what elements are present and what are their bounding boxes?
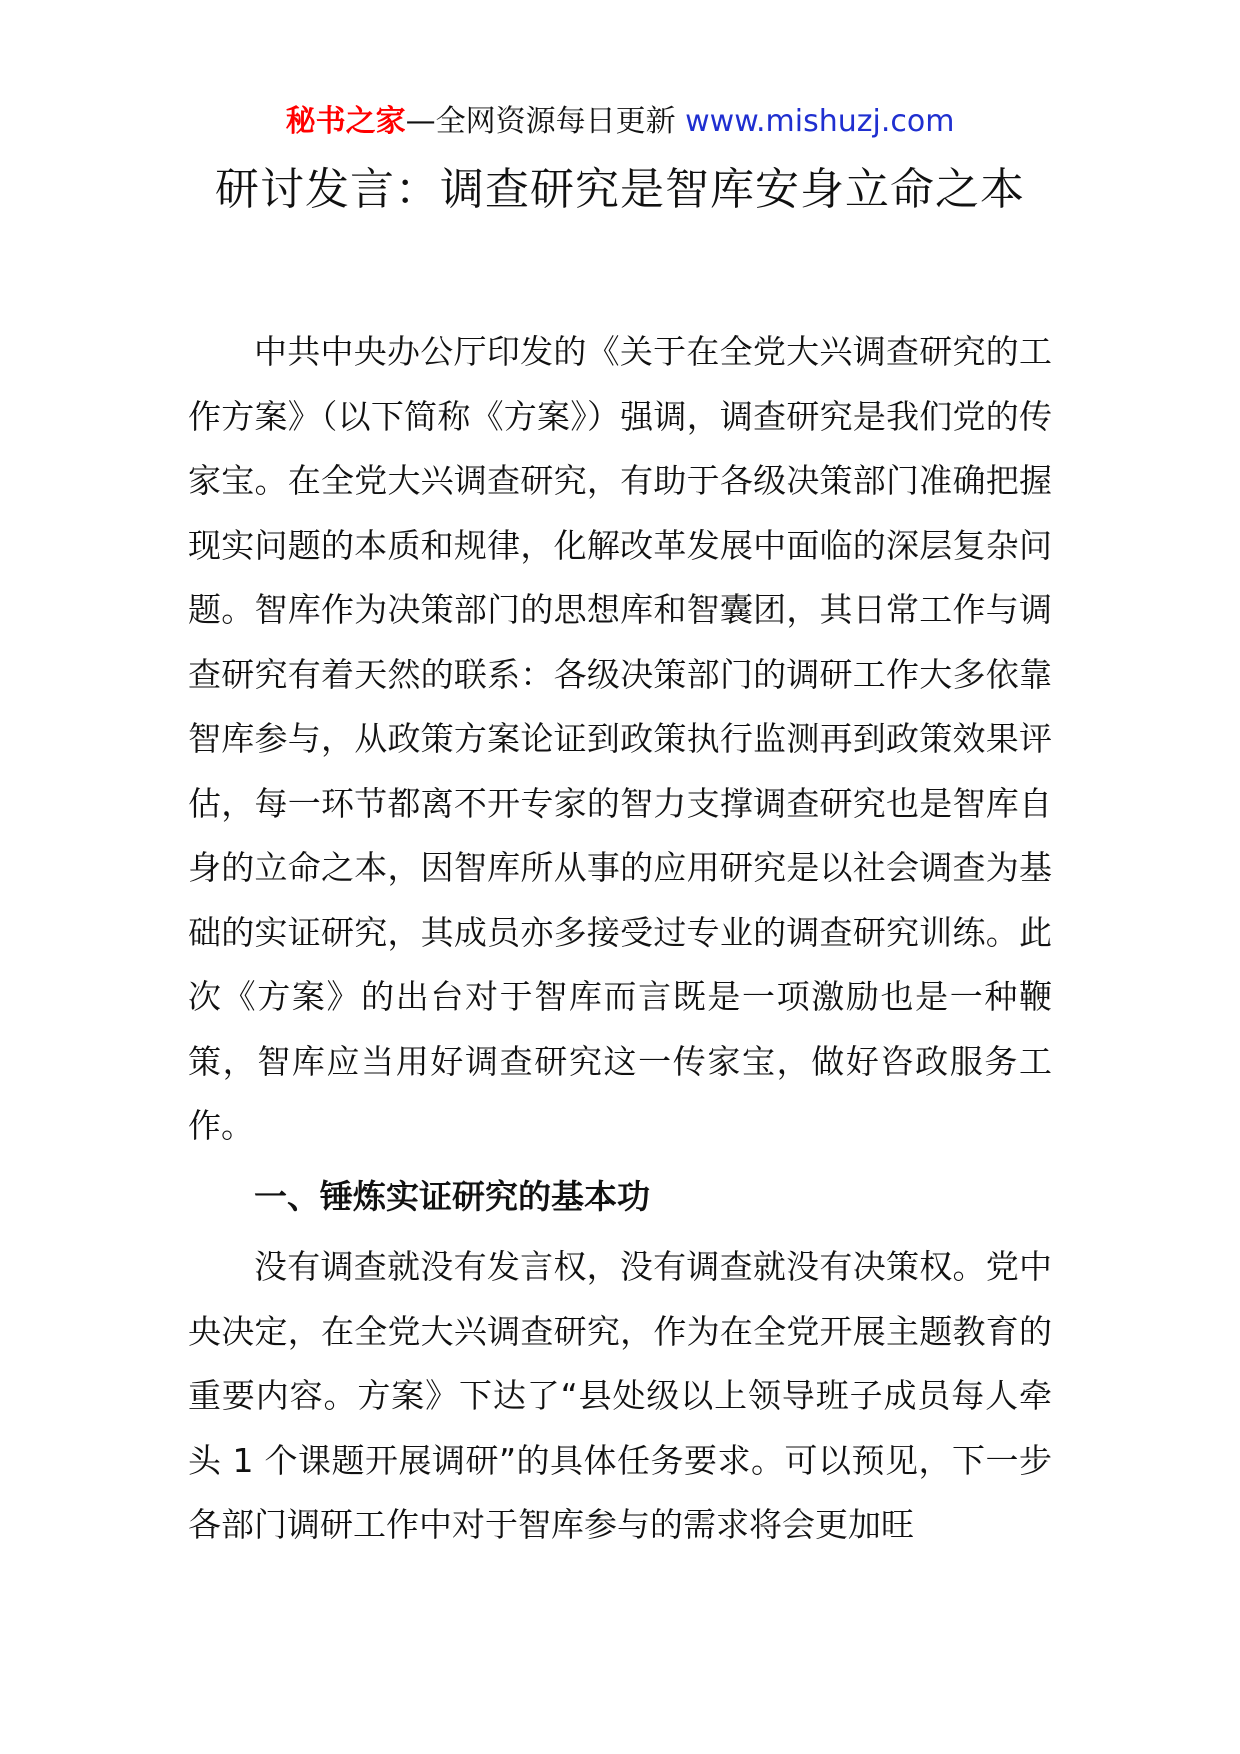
document-title: 研讨发言：调查研究是智库安身立命之本 [215, 164, 1025, 215]
site-header [0, 100, 1240, 144]
document-body [188, 320, 1052, 1558]
section-paragraph: 没有调查就没有发言权，没有调查就没有决策权。党中央决定，在全党大兴调查研究，作为在全党开展主题教育的重要内容。方案》下达了“县处级以上领导班子成员每人牵头 1 个课题开展调研”的具体任务要求。可以预见，下一步各部门调研工作中对于智库参与的需求将会更加旺 [188, 1247, 1052, 1544]
site-brand: 秘书之家 [285, 104, 406, 139]
site-tagline: —全网资源每日更新 [405, 104, 686, 139]
site-url-link[interactable]: www.mishuzj.com [685, 104, 955, 139]
intro-paragraph: 中共中央办公厅印发的《关于在全党大兴调查研究的工作方案》（以下简称《方案》）强调，调查研究是我们党的传家宝。在全党大兴调查研究，有助于各级决策部门准确把握现实问题的本质和规律，化解改革发展中面临的深层复杂问题。智库作为决策部门的思想库和智囊团，其日常工作与调查研究有着天然的联系：各级决策部门的调研工作大多依靠智库参与，从政策方案论证到政策执行监测再到政策效果评估，每一环节都离不开专家的智力支撑调查研究也是智库自身的立命之本，因智库所从事的应用研究是以社会调查为基础的实证研究，其成员亦多接受过专业的调查研究训练。此次《方案》的出台对于智库而言既是一项激励也是一种鞭策，智库应当用好调查研究这一传家宝，做好咨政服务工作。 [188, 332, 1052, 1145]
section-heading: 一、锤炼实证研究的基本功 [254, 1176, 650, 1216]
